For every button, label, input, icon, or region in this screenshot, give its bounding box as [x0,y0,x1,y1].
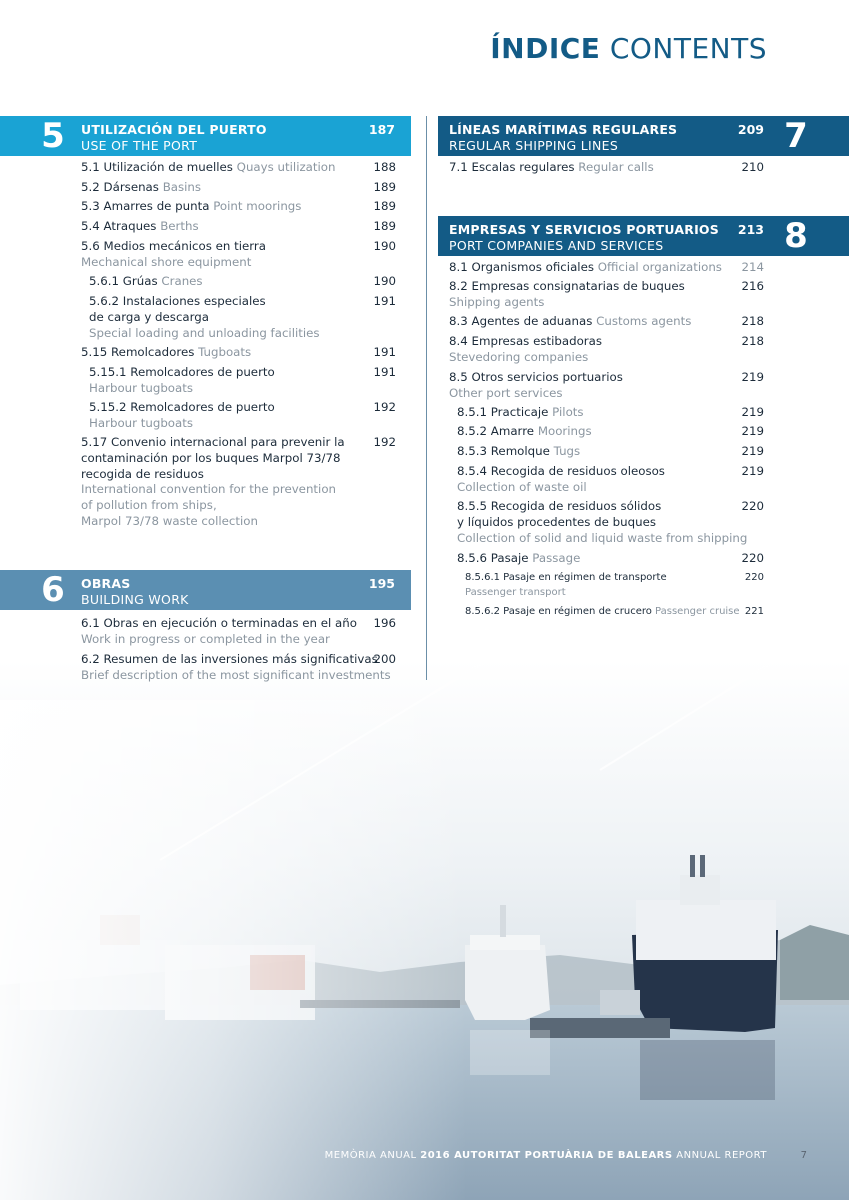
entry-title: 5.1 Utilización de muelles [81,160,233,174]
toc-entry-5-2[interactable] [81,180,396,196]
entry-page: 191 [373,345,396,359]
section-8-title-en: PORT COMPANIES AND SERVICES [449,238,664,253]
entry-title: 8.5.6.2 Pasaje en régimen de crucero [465,606,652,617]
entry-title-en: Tugboats [198,345,252,359]
toc-entry-8-3[interactable] [449,314,764,330]
toc-entry-8-2[interactable] [449,279,764,311]
entry-title-en: Quays utilization [236,160,336,174]
toc-entry-5-6-2[interactable] [89,294,396,341]
entry-title: 5.2 Dársenas [81,180,159,194]
entry-title: 5.3 Amarres de punta [81,199,210,213]
section-6-title-es: OBRAS [81,576,131,591]
toc-entry-8-4[interactable] [449,334,764,366]
entry-title-line2: de carga y descarga [89,309,210,324]
toc-entry-8-5-6[interactable] [457,551,764,567]
entry-title-en: Customs agents [596,314,692,328]
toc-entry-8-5-6-2[interactable] [465,605,764,620]
entry-page: 189 [373,199,396,213]
entry-page: 220 [741,499,764,513]
entry-title-en: Other port services [449,385,563,400]
entry-title-en: Berths [160,219,199,233]
entry-title-en: Basins [162,180,202,194]
section-6-number: 6 [41,570,65,610]
toc-entry-5-6-1[interactable] [89,274,396,290]
entry-page: 216 [741,279,764,293]
entry-page: 210 [741,160,764,174]
entry-title-line2: contaminación por los buques Marpol 73/78 [81,450,341,465]
entry-title-en: Official organizations [597,260,722,274]
entry-title: 8.4 Empresas estibadoras [449,334,603,348]
entry-page: 192 [373,435,396,449]
entry-title: 5.17 Convenio internacional para prevenir la [81,435,345,449]
toc-entry-8-1[interactable] [449,260,764,276]
entry-title: 8.5.3 Remolque [457,444,550,458]
entry-title: 6.2 Resumen de las inversiones más significativas [81,652,378,666]
entry-title-en: Harbour tugboats [89,380,194,395]
entry-title-en: Cranes [161,274,203,288]
entry-title-en: Mechanical shore equipment [81,254,252,269]
entry-title: 8.5.4 Recogida de residuos oleosos [457,464,665,478]
entry-title: 5.6.2 Instalaciones especiales [89,294,266,308]
section-6-page: 195 [368,576,395,591]
entry-page: 191 [373,365,396,379]
footer-pre: MEMÒRIA ANUAL [324,1150,417,1161]
section-5-band[interactable] [0,116,411,156]
section-7-page: 209 [737,122,764,137]
entry-page: 192 [373,400,396,414]
toc-entry-5-4[interactable] [81,219,396,235]
entry-page: 218 [741,334,764,348]
section-5-title-es: UTILIZACIÓN DEL PUERTO [81,122,267,137]
toc-entry-6-2[interactable] [81,652,396,684]
entry-title-en: Passenger cruise [655,606,740,617]
page-title [490,32,767,65]
entry-title-en-line2: of pollution from ships, [81,498,217,513]
entry-title-en: Passenger transport [465,586,566,598]
toc-entry-8-5-5[interactable] [457,499,764,546]
entry-page: 219 [741,405,764,419]
entry-page: 219 [741,444,764,458]
entry-title-en: Harbour tugboats [89,415,194,430]
entry-page: 218 [741,314,764,328]
entry-page: 220 [741,551,764,565]
toc-entry-8-5[interactable] [449,370,764,402]
entry-title: 5.15 Remolcadores [81,345,195,359]
toc-entry-5-15-2[interactable] [89,400,396,432]
entry-page: 190 [373,239,396,253]
section-5-title-en: USE OF THE PORT [81,138,198,153]
entry-title-en: Moorings [537,424,592,438]
section-5-page: 187 [368,122,395,137]
entry-title-en: Collection of solid and liquid waste from shipping [457,530,748,545]
entry-page: 189 [373,180,396,194]
toc-entry-8-5-4[interactable] [457,464,764,496]
entry-title: 8.5.1 Practicaje [457,405,549,419]
toc-entry-8-5-2[interactable] [457,424,764,440]
toc-entry-5-1[interactable] [81,160,396,176]
page-number: 7 [800,1150,807,1161]
entry-title-en: Passage [532,551,581,565]
entry-title: 8.5.6.1 Pasaje en régimen de transporte [465,572,667,583]
entry-title-line2: y líquidos procedentes de buques [457,514,657,529]
entry-title-en-line3: Marpol 73/78 waste collection [81,513,258,528]
section-8-title-es: EMPRESAS Y SERVICIOS PORTUARIOS [449,222,719,237]
toc-entry-5-17[interactable] [81,435,396,530]
entry-page: 219 [741,370,764,384]
footer-caption [325,1150,767,1161]
entry-title: 8.5.2 Amarre [457,424,535,438]
entry-title: 8.5 Otros servicios portuarios [449,370,623,384]
entry-title-en: Stevedoring companies [449,349,589,364]
entry-title-en: International convention for the prevention [81,482,337,497]
toc-entry-8-5-6-1[interactable] [465,571,764,600]
entry-title: 8.1 Organismos oficiales [449,260,594,274]
entry-title-en: Work in progress or completed in the year [81,631,330,646]
entry-title: 7.1 Escalas regulares [449,160,575,174]
entry-title-en: Brief description of the most significant investments [81,667,391,682]
section-6-title-en: BUILDING WORK [81,592,189,607]
section-7-band[interactable] [438,116,849,156]
section-7-title-en: REGULAR SHIPPING LINES [449,138,619,153]
section-8-number: 8 [784,216,808,256]
section-8-band[interactable] [438,216,849,256]
toc-entry-5-3[interactable] [81,199,396,215]
entry-title: 8.3 Agentes de aduanas [449,314,593,328]
entry-page: 214 [741,260,764,274]
section-5-number: 5 [41,116,65,156]
entry-page: 190 [373,274,396,288]
entry-page: 191 [373,294,396,308]
toc-entry-6-1[interactable] [81,616,396,648]
footer-bold: 2016 AUTORITAT PORTUÀRIA DE BALEARS [420,1150,673,1161]
entry-page: 219 [741,424,764,438]
entry-title-en: Point moorings [213,199,302,213]
entry-title-en: Tugs [553,444,581,458]
entry-title-en: Special loading and unloading facilities [89,325,320,340]
entry-title: 6.1 Obras en ejecución o terminadas en el año [81,616,357,630]
column-divider [426,116,427,680]
entry-title: 8.5.5 Recogida de residuos sólidos [457,499,662,513]
entry-title: 5.6 Medios mecánicos en tierra [81,239,267,253]
toc-entry-5-15[interactable] [81,345,396,361]
entry-title: 5.4 Atraques [81,219,157,233]
entry-page: 200 [373,652,396,666]
entry-title-en: Regular calls [578,160,654,174]
footer-post: ANNUAL REPORT [676,1150,767,1161]
entry-title: 5.15.1 Remolcadores de puerto [89,365,275,379]
section-7-title-es: LÍNEAS MARÍTIMAS REGULARES [449,122,678,137]
toc-entry-5-15-1[interactable] [89,365,396,397]
entry-page: 188 [373,160,396,174]
entry-title-line3: recogida de residuos [81,466,204,481]
entry-title-en: Pilots [552,405,584,419]
toc-entry-7-1[interactable] [449,160,764,176]
title-bold: ÍNDICE [490,32,601,65]
entry-title-en: Shipping agents [449,294,545,309]
title-light: CONTENTS [609,32,767,65]
section-6-band[interactable] [0,570,411,610]
entry-title-en: Collection of waste oil [457,479,587,494]
entry-title: 8.5.6 Pasaje [457,551,529,565]
entry-title: 5.6.1 Grúas [89,274,158,288]
entry-page: 189 [373,219,396,233]
entry-page: 196 [373,616,396,630]
entry-page: 221 [744,606,764,617]
entry-page: 220 [744,572,764,583]
section-7-number: 7 [784,116,808,156]
section-8-page: 213 [737,222,764,237]
toc-entry-5-6[interactable] [81,239,396,271]
entry-title: 8.2 Empresas consignatarias de buques [449,279,685,293]
toc-entry-8-5-1[interactable] [457,405,764,421]
toc-entry-8-5-3[interactable] [457,444,764,460]
entry-title: 5.15.2 Remolcadores de puerto [89,400,275,414]
entry-page: 219 [741,464,764,478]
